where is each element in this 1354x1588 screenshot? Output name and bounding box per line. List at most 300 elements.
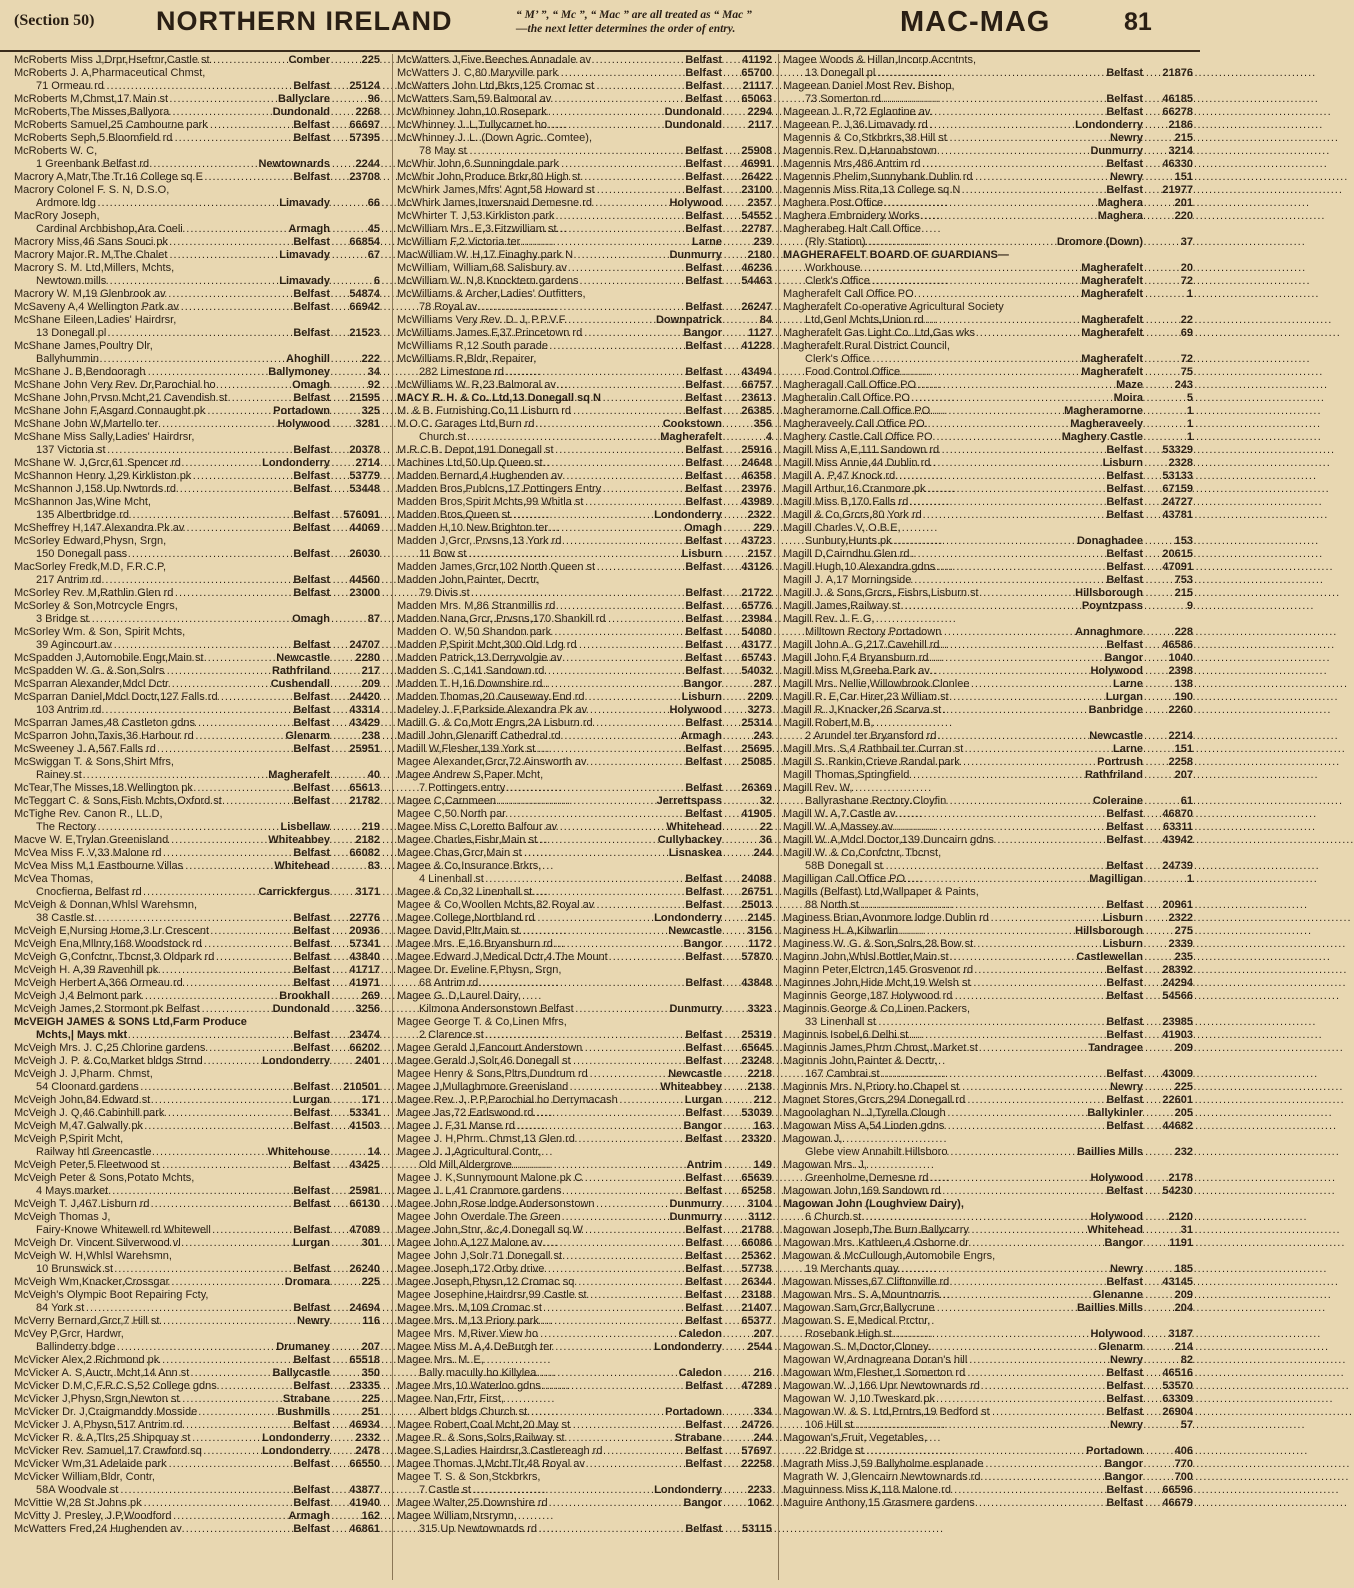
- listing-name: McVicker Rev. Samuel,17 Crawford sq: [14, 1445, 202, 1457]
- listing-phone-number: 41940: [349, 1497, 380, 1509]
- listing-exchange: Dundonald: [272, 106, 330, 118]
- listing-entry: [14, 899, 380, 912]
- listing-phone-number: 26904: [1162, 1406, 1193, 1418]
- leader-dots: [479, 327, 682, 340]
- listing-exchange: Belfast: [1106, 106, 1143, 118]
- leader-dots: [453, 1029, 684, 1042]
- listing-exchange: Belfast: [1106, 899, 1143, 911]
- listing-phone-number: 149: [753, 1159, 772, 1171]
- listing-phone-number: 26369: [741, 782, 772, 794]
- listing-exchange: Belfast: [293, 847, 330, 859]
- listing-exchange: Belfast: [685, 613, 722, 625]
- leader-dots: [860, 951, 1074, 964]
- listing-entry: [14, 704, 380, 717]
- listing-phone-number: 6: [373, 275, 380, 287]
- leader-dots: [99, 1380, 291, 1393]
- listing-name: Madden S. C,141 Sandown rd: [397, 665, 545, 677]
- listing-entry: [783, 1146, 1193, 1159]
- leader-dots: [80, 158, 256, 171]
- listing-name: 78 May st: [419, 145, 467, 157]
- listing-phone-number: 26751: [741, 886, 772, 898]
- listing-entry: [397, 795, 772, 808]
- listing-phone-number: 22776: [349, 912, 380, 924]
- listing-name: Magowan's,Fruit, Vegetables,: [783, 1432, 927, 1444]
- leader-dots: [865, 639, 1105, 652]
- listing-phone-number: 43126: [741, 561, 772, 573]
- leader-dots: [858, 509, 1105, 522]
- listing-name: Maginess Brian,Avonmore lodge Dublin rd: [783, 912, 989, 924]
- leader-dots: [878, 678, 1112, 691]
- listing-name: Magee Woods & Hillan,Incorp Accntnts,: [783, 54, 977, 66]
- leader-dots: [84, 1510, 287, 1523]
- listing-name: Magee John J,Solr 71 Donegall st: [397, 1250, 563, 1262]
- listing-entry: [783, 535, 1193, 548]
- listing-name: McVEIGH JAMES & SONS Ltd,Farm Produce: [14, 1016, 247, 1028]
- listing-name: Madden Bros,Publcns,17 Pottingers Entry: [397, 483, 602, 495]
- listing-phone-number: 31: [1180, 1224, 1193, 1236]
- listing-name: McVeigh E,Nursing Home,3 Lr Crescent: [14, 925, 210, 937]
- listing-phone-number: 84: [759, 314, 772, 326]
- listing-entry: [397, 574, 772, 587]
- listing-entry: [783, 1029, 1193, 1042]
- listing-phone-number: 21876: [1162, 67, 1193, 79]
- leader-dots: [870, 990, 1105, 1003]
- listing-entry: [783, 1250, 1193, 1263]
- listing-exchange: Belfast: [685, 1107, 722, 1119]
- listing-phone-number: 41192: [742, 54, 772, 66]
- listing-exchange: Omagh: [292, 613, 330, 625]
- listing-entry: [397, 483, 772, 496]
- listing-name: Magee Joseph,Physn,12 Cromac sq: [397, 1276, 575, 1288]
- listing-entry: [783, 184, 1193, 197]
- listing-phone-number: 1172: [748, 938, 772, 950]
- listing-entry: [397, 171, 772, 184]
- leader-dots: [79, 548, 291, 561]
- listing-entry: [14, 1198, 380, 1211]
- listing-name: Magennis Phelim,Sunnybank Dublin rd: [783, 171, 973, 183]
- listing-phone-number: 325: [361, 405, 380, 417]
- listing-name: Macrory A,Matr,The Tr.16 College sq E: [14, 171, 203, 183]
- listing-name: McSorley Rev. M,Rathlin Glen rd: [14, 587, 174, 599]
- listing-phone-number: 65743: [741, 652, 772, 664]
- listing-exchange: Newcastle: [668, 925, 722, 937]
- listing-exchange: Belfast: [293, 743, 330, 755]
- listing-name: Magowan Misses,67 Cliftonville rd: [783, 1276, 950, 1288]
- listing-entry: [397, 1146, 772, 1159]
- listing-name: McSparran Daniel,Mdcl Doctr,127 Falls rd: [14, 691, 218, 703]
- listing-entry: [783, 652, 1193, 665]
- listing-name: MacRory Joseph,: [14, 210, 100, 222]
- listing-phone-number: 3214: [1168, 145, 1193, 157]
- listing-entry: [14, 834, 380, 847]
- listing-name: Greenholme,Demesne rd: [805, 1172, 929, 1184]
- listing-exchange: Baillies Mills: [1076, 1302, 1143, 1314]
- listing-name: McWhinney J. L. (Down Agric. Comtee),: [397, 132, 593, 144]
- listing-name: Macrory Miss,46 Sans Souci pk: [14, 236, 169, 248]
- listing-entry: [783, 717, 1193, 730]
- leader-dots: [873, 795, 1091, 808]
- listing-name: Magowan Sam,Grcr,Ballycrune: [783, 1302, 935, 1314]
- listing-name: McVeigh Dr. Vincent Silverwood vl: [14, 1237, 181, 1249]
- listing-entry: [783, 509, 1193, 522]
- listing-exchange: Belfast: [293, 938, 330, 950]
- listing-entry: [783, 1484, 1193, 1497]
- listing-name: Magill & Co,Grcrs,80 York rd: [783, 509, 922, 521]
- listing-phone-number: 350: [361, 1367, 380, 1379]
- listing-phone-number: 24727: [1162, 496, 1193, 508]
- listing-exchange: Maghera: [1097, 210, 1143, 222]
- listing-name: Workhouse: [805, 262, 861, 274]
- leader-dots: [444, 1484, 652, 1497]
- listing-name: Magowan Mrs. Kathleen,4 Osborne dr: [783, 1237, 969, 1249]
- listing-entry: [783, 1068, 1193, 1081]
- listing-name: Magowan Miss A,54 Linden gdns: [783, 1120, 945, 1132]
- listing-exchange: Rathfriland: [1084, 769, 1143, 781]
- listing-entry: [14, 418, 380, 431]
- listing-exchange: Hillsborough: [1075, 925, 1143, 937]
- listing-phone-number: 163: [753, 1120, 772, 1132]
- listing-entry: [783, 262, 1193, 275]
- listing-name: Magill J. A,17 Morningside: [783, 574, 912, 586]
- listing-entry: [14, 444, 380, 457]
- listing-entry: [14, 93, 380, 106]
- listing-phone-number: 23000: [349, 587, 380, 599]
- listing-name: Bally macully ho Killylea: [419, 1367, 537, 1379]
- listing-entry: [397, 210, 772, 223]
- listing-phone-number: 44682: [1162, 1120, 1193, 1132]
- listing-entry: [783, 1341, 1193, 1354]
- listing-exchange: Ballycastle: [272, 1367, 330, 1379]
- listing-exchange: Limavady: [279, 275, 330, 287]
- listing-name: Magill Rev. J. F. G,: [783, 613, 875, 625]
- listing-name: Magill Arthur,16 Cranmore pk: [783, 483, 926, 495]
- directory-column-3: [778, 54, 1193, 1580]
- listing-phone-number: 57395: [349, 132, 380, 144]
- leader-dots: [467, 314, 654, 327]
- page-number: 81: [1124, 8, 1152, 36]
- leader-dots: [469, 93, 683, 106]
- leader-dots: [473, 470, 683, 483]
- leader-dots: [475, 1419, 683, 1432]
- listing-name: McWhirk James,Mfrs' Agnt,58 Howard st: [397, 184, 595, 196]
- listing-exchange: Armagh: [288, 1510, 330, 1522]
- listing-exchange: Bushmills: [277, 1406, 330, 1418]
- listing-exchange: Belfast: [685, 1172, 722, 1184]
- listing-entry: [783, 470, 1193, 483]
- listing-phone-number: 225: [361, 1276, 380, 1288]
- listing-phone-number: 67159: [1162, 483, 1193, 495]
- listing-exchange: Belfast: [293, 977, 330, 989]
- listing-exchange: Maghera: [1097, 197, 1143, 209]
- listing-name: Magee & Co,32 Linenhall st: [397, 886, 533, 898]
- leader-dots: [476, 1068, 666, 1081]
- listing-name: 6 Church st: [805, 1211, 862, 1223]
- listing-exchange: Glenanne: [1092, 1289, 1143, 1301]
- listing-name: McSpadden J,Automobile Engr,Main st: [14, 652, 204, 664]
- listing-name: Ballyhummin: [36, 353, 99, 365]
- listing-entry: [397, 314, 772, 327]
- listing-phone-number: 232: [1174, 1146, 1193, 1158]
- listing-name: 4 Linenhall st: [419, 873, 484, 885]
- listing-name: Magee J. J,Agricultural Contr,: [397, 1146, 542, 1158]
- leader-dots: [861, 1289, 1091, 1302]
- listing-entry: [783, 1432, 1193, 1445]
- leader-dots: [72, 1341, 274, 1354]
- listing-phone-number: 215: [1174, 132, 1193, 144]
- listing-entry: [14, 314, 380, 327]
- listing-entry: [397, 1172, 772, 1185]
- listing-entry: [14, 1029, 380, 1042]
- listing-name: McVeigh Wm,Knacker,Crossgar: [14, 1276, 170, 1288]
- leader-dots: [69, 574, 291, 587]
- leader-dots: [80, 93, 276, 106]
- listing-exchange: Belfast: [293, 1198, 330, 1210]
- listing-phone-number: 222: [361, 353, 380, 365]
- listing-exchange: Belfast: [293, 1185, 330, 1197]
- listing-exchange: Belfast: [1106, 1406, 1143, 1418]
- listing-phone-number: 43314: [349, 704, 380, 716]
- listing-phone-number: 2401: [355, 1055, 380, 1067]
- listing-phone-number: 25362: [741, 1250, 772, 1262]
- leader-dots: [840, 275, 1079, 288]
- listing-entry: [783, 795, 1193, 808]
- leader-dots: [876, 938, 1101, 951]
- listing-phone-number: 2544: [747, 1341, 772, 1353]
- listing-entry: [14, 964, 380, 977]
- listing-exchange: Belfast: [293, 236, 330, 248]
- listing-entry: [14, 1172, 380, 1185]
- listing-phone-number: 25013: [741, 899, 772, 911]
- listing-phone-number: 46586: [1162, 639, 1193, 651]
- listing-exchange: Dundonald: [664, 119, 722, 131]
- leader-dots: [62, 1302, 292, 1315]
- listing-entry: [397, 184, 772, 197]
- listing-name: 2 Clarence st: [419, 1029, 484, 1041]
- listing-name: Madill G. & Co,Motr Engrs,2A Lisburn rd: [397, 717, 593, 729]
- listing-exchange: Portadown: [1086, 1445, 1143, 1457]
- leader-dots: [476, 704, 667, 717]
- listing-name: McWilliam F,2 Victoria ter: [397, 236, 521, 248]
- listing-phone-number: 22787: [741, 223, 772, 235]
- listing-exchange: Newry: [1109, 132, 1143, 144]
- listing-phone-number: 65700: [741, 67, 772, 79]
- listing-exchange: Magherafelt: [1081, 262, 1143, 274]
- listing-exchange: Portadown: [273, 405, 330, 417]
- listing-phone-number: 3156: [747, 925, 772, 937]
- listing-exchange: Holywood: [669, 704, 722, 716]
- leader-dots: [97, 223, 286, 236]
- listing-entry: [783, 1107, 1193, 1120]
- leader-dots: [485, 392, 683, 405]
- leader-dots: [83, 288, 291, 301]
- leader-dots: [869, 1484, 1104, 1497]
- listing-phone-number: 3104: [747, 1198, 772, 1210]
- listing-exchange: Magilligan: [1089, 873, 1143, 885]
- listing-entry: [397, 145, 772, 158]
- listing-phone-number: 67: [367, 249, 380, 261]
- listing-name: M.O.C. Garages Ltd,Burn rd: [397, 418, 535, 430]
- listing-exchange: Newcastle: [276, 652, 330, 664]
- listing-exchange: Belfast: [293, 509, 330, 521]
- listing-exchange: Glenarm: [285, 730, 330, 742]
- listing-exchange: Dromore (Down): [1056, 236, 1143, 248]
- listing-name: McTeggart C. & Sons,Fish Mchts,Oxford st: [14, 795, 222, 807]
- listing-name: Ballinderry bdge: [36, 1341, 116, 1353]
- listing-exchange: Belfast: [685, 171, 722, 183]
- listing-entry: [397, 1471, 772, 1484]
- listing-exchange: Belfast: [685, 1445, 722, 1457]
- listing-entry: [397, 1393, 772, 1406]
- leader-dots: [846, 1016, 1104, 1029]
- leader-dots: [873, 1081, 1108, 1094]
- listing-phone-number: 57: [1180, 1419, 1193, 1431]
- listing-phone-number: 96: [367, 93, 380, 105]
- listing-exchange: Belfast: [685, 184, 722, 196]
- leader-dots: [466, 1302, 683, 1315]
- leader-dots: [473, 1250, 683, 1263]
- listing-name: MAGHERAFELT BOARD OF GUARDIANS—: [783, 249, 1009, 261]
- listing-phone-number: 1: [1186, 418, 1193, 430]
- leader-dots: [471, 223, 683, 236]
- listing-phone-number: 287: [753, 678, 772, 690]
- leader-dots: [84, 236, 291, 249]
- listing-entry: [14, 1471, 380, 1484]
- leader-dots: [464, 1159, 684, 1172]
- leader-dots: [869, 1146, 1075, 1159]
- listing-name: Milltown Rectory Portadown: [805, 626, 942, 638]
- listing-name: Macrory W. M,19 Glenbrook av: [14, 288, 166, 300]
- leader-dots: [452, 808, 683, 821]
- leader-dots: [69, 275, 277, 288]
- leader-dots: [466, 821, 664, 834]
- listing-entry: [397, 379, 772, 392]
- listing-entry: [14, 106, 380, 119]
- listing-phone-number: 210501: [343, 1081, 380, 1093]
- listing-phone-number: 243: [1174, 379, 1193, 391]
- leader-dots: [478, 639, 684, 652]
- listing-phone-number: 43877: [349, 1484, 380, 1496]
- leader-dots: [458, 834, 656, 847]
- listing-exchange: Magheramorne: [1064, 405, 1143, 417]
- leader-dots: [445, 145, 683, 158]
- listing-phone-number: 22258: [741, 1458, 772, 1470]
- listing-exchange: Maghery Castle: [1061, 431, 1143, 443]
- listing-phone-number: 83: [367, 860, 380, 872]
- listing-exchange: Holywood: [1090, 665, 1143, 677]
- listing-phone-number: 2268: [355, 106, 380, 118]
- listing-phone-number: 66082: [349, 847, 380, 859]
- listing-name: McTear,The Misses,18 Wellington pk: [14, 782, 193, 794]
- listing-entry: [14, 756, 380, 769]
- listing-name: McVeigh H. A,39 Ravenhill pk: [14, 964, 159, 976]
- listing-name: Magee J. F,31 Manse rd: [397, 1120, 516, 1132]
- listing-entry: [14, 457, 380, 470]
- listing-entry: [397, 1445, 772, 1458]
- listing-entry: [397, 665, 772, 678]
- listing-entry: [397, 1380, 772, 1393]
- listing-exchange: Belfast: [1106, 509, 1143, 521]
- listing-entry: [397, 1263, 772, 1276]
- listing-entry: [783, 600, 1193, 613]
- listing-phone-number: 37: [1180, 236, 1193, 248]
- listing-phone-number: 92: [367, 379, 380, 391]
- listing-phone-number: 2398: [1168, 665, 1193, 677]
- listing-entry: [397, 704, 772, 717]
- listing-phone-number: 43177: [741, 639, 772, 651]
- listing-exchange: Lisburn: [1102, 938, 1143, 950]
- listing-entry: [14, 509, 380, 522]
- listing-entry: [14, 262, 380, 275]
- listing-name: McShane W. J,Grcr,61 Spencer rd: [14, 457, 181, 469]
- leader-dots: [107, 1224, 292, 1237]
- leader-dots: [483, 184, 683, 197]
- leader-dots: [82, 1315, 295, 1328]
- listing-name: Magee Dr. Eveline F,Physn, Srgn,: [397, 964, 562, 976]
- leader-dots: [849, 535, 1075, 548]
- listing-entry: [14, 626, 380, 639]
- listing-name: McSaveny A,4 Wellington Park av: [14, 301, 179, 313]
- leader-dots: [98, 951, 291, 964]
- listing-name: 150 Donegall pass: [36, 548, 128, 560]
- listing-name: Magowan John (Loughview Dairy),: [783, 1198, 964, 1210]
- listing-entry: [783, 379, 1193, 392]
- leader-dots: [472, 1367, 677, 1380]
- listing-phone-number: 153: [1174, 535, 1193, 547]
- listing-exchange: Lisburn: [681, 548, 722, 560]
- listing-name: Magee C,Carnmeen: [397, 795, 497, 807]
- listing-entry: [783, 1042, 1193, 1055]
- listing-name: 13 Donegall pl: [36, 327, 107, 339]
- listing-name: Magoolaghan N. J,Tyrella Clough: [783, 1107, 946, 1119]
- listing-name: 54 Cloonard gardens: [36, 1081, 139, 1093]
- listing-exchange: Belfast: [685, 1185, 722, 1197]
- listing-exchange: Belfast: [685, 1133, 722, 1145]
- leader-dots: [471, 1432, 673, 1445]
- listing-exchange: Belfast: [685, 873, 722, 885]
- leader-dots: [844, 600, 1080, 613]
- listing-phone-number: 171: [361, 1094, 380, 1106]
- listing-phone-number: 45: [367, 223, 380, 235]
- listing-exchange: Belfast: [293, 639, 330, 651]
- listing-name: Magee Mrs. M,109 Cromac st: [397, 1302, 542, 1314]
- listing-entry: [14, 821, 380, 834]
- listing-exchange: Belfast: [1106, 444, 1143, 456]
- listing-entry: [14, 1250, 380, 1263]
- listing-exchange: Limavady: [279, 197, 330, 209]
- listing-entry: [14, 1484, 380, 1497]
- listing-phone-number: 1: [1186, 431, 1193, 443]
- listing-entry: [14, 730, 380, 743]
- listing-phone-number: 65613: [349, 782, 380, 794]
- listing-phone-number: 66757: [741, 379, 772, 391]
- listing-name: Madill W,Flesher,139 York st: [397, 743, 536, 755]
- leader-dots: [90, 405, 271, 418]
- listing-phone-number: 43723: [741, 535, 772, 547]
- leader-dots: [88, 1523, 291, 1536]
- listing-exchange: Belfast: [685, 1055, 722, 1067]
- listing-name: Magee Chas,Grcr,Main st: [397, 847, 522, 859]
- listing-phone-number: 44560: [349, 574, 380, 586]
- listing-exchange: Belfast: [685, 1263, 722, 1275]
- listing-name: Magowan W. & S. Ltd,Prntrs,19 Bedford st: [783, 1406, 990, 1418]
- leader-dots: [847, 808, 1105, 821]
- leader-dots: [88, 1003, 270, 1016]
- listing-entry: [397, 730, 772, 743]
- listing-name: Maginn John,Whlsl Bottler,Main st: [783, 951, 949, 963]
- listing-phone-number: 275: [1174, 925, 1193, 937]
- listing-entry: [783, 938, 1193, 951]
- listing-phone-number: 66202: [349, 1042, 380, 1054]
